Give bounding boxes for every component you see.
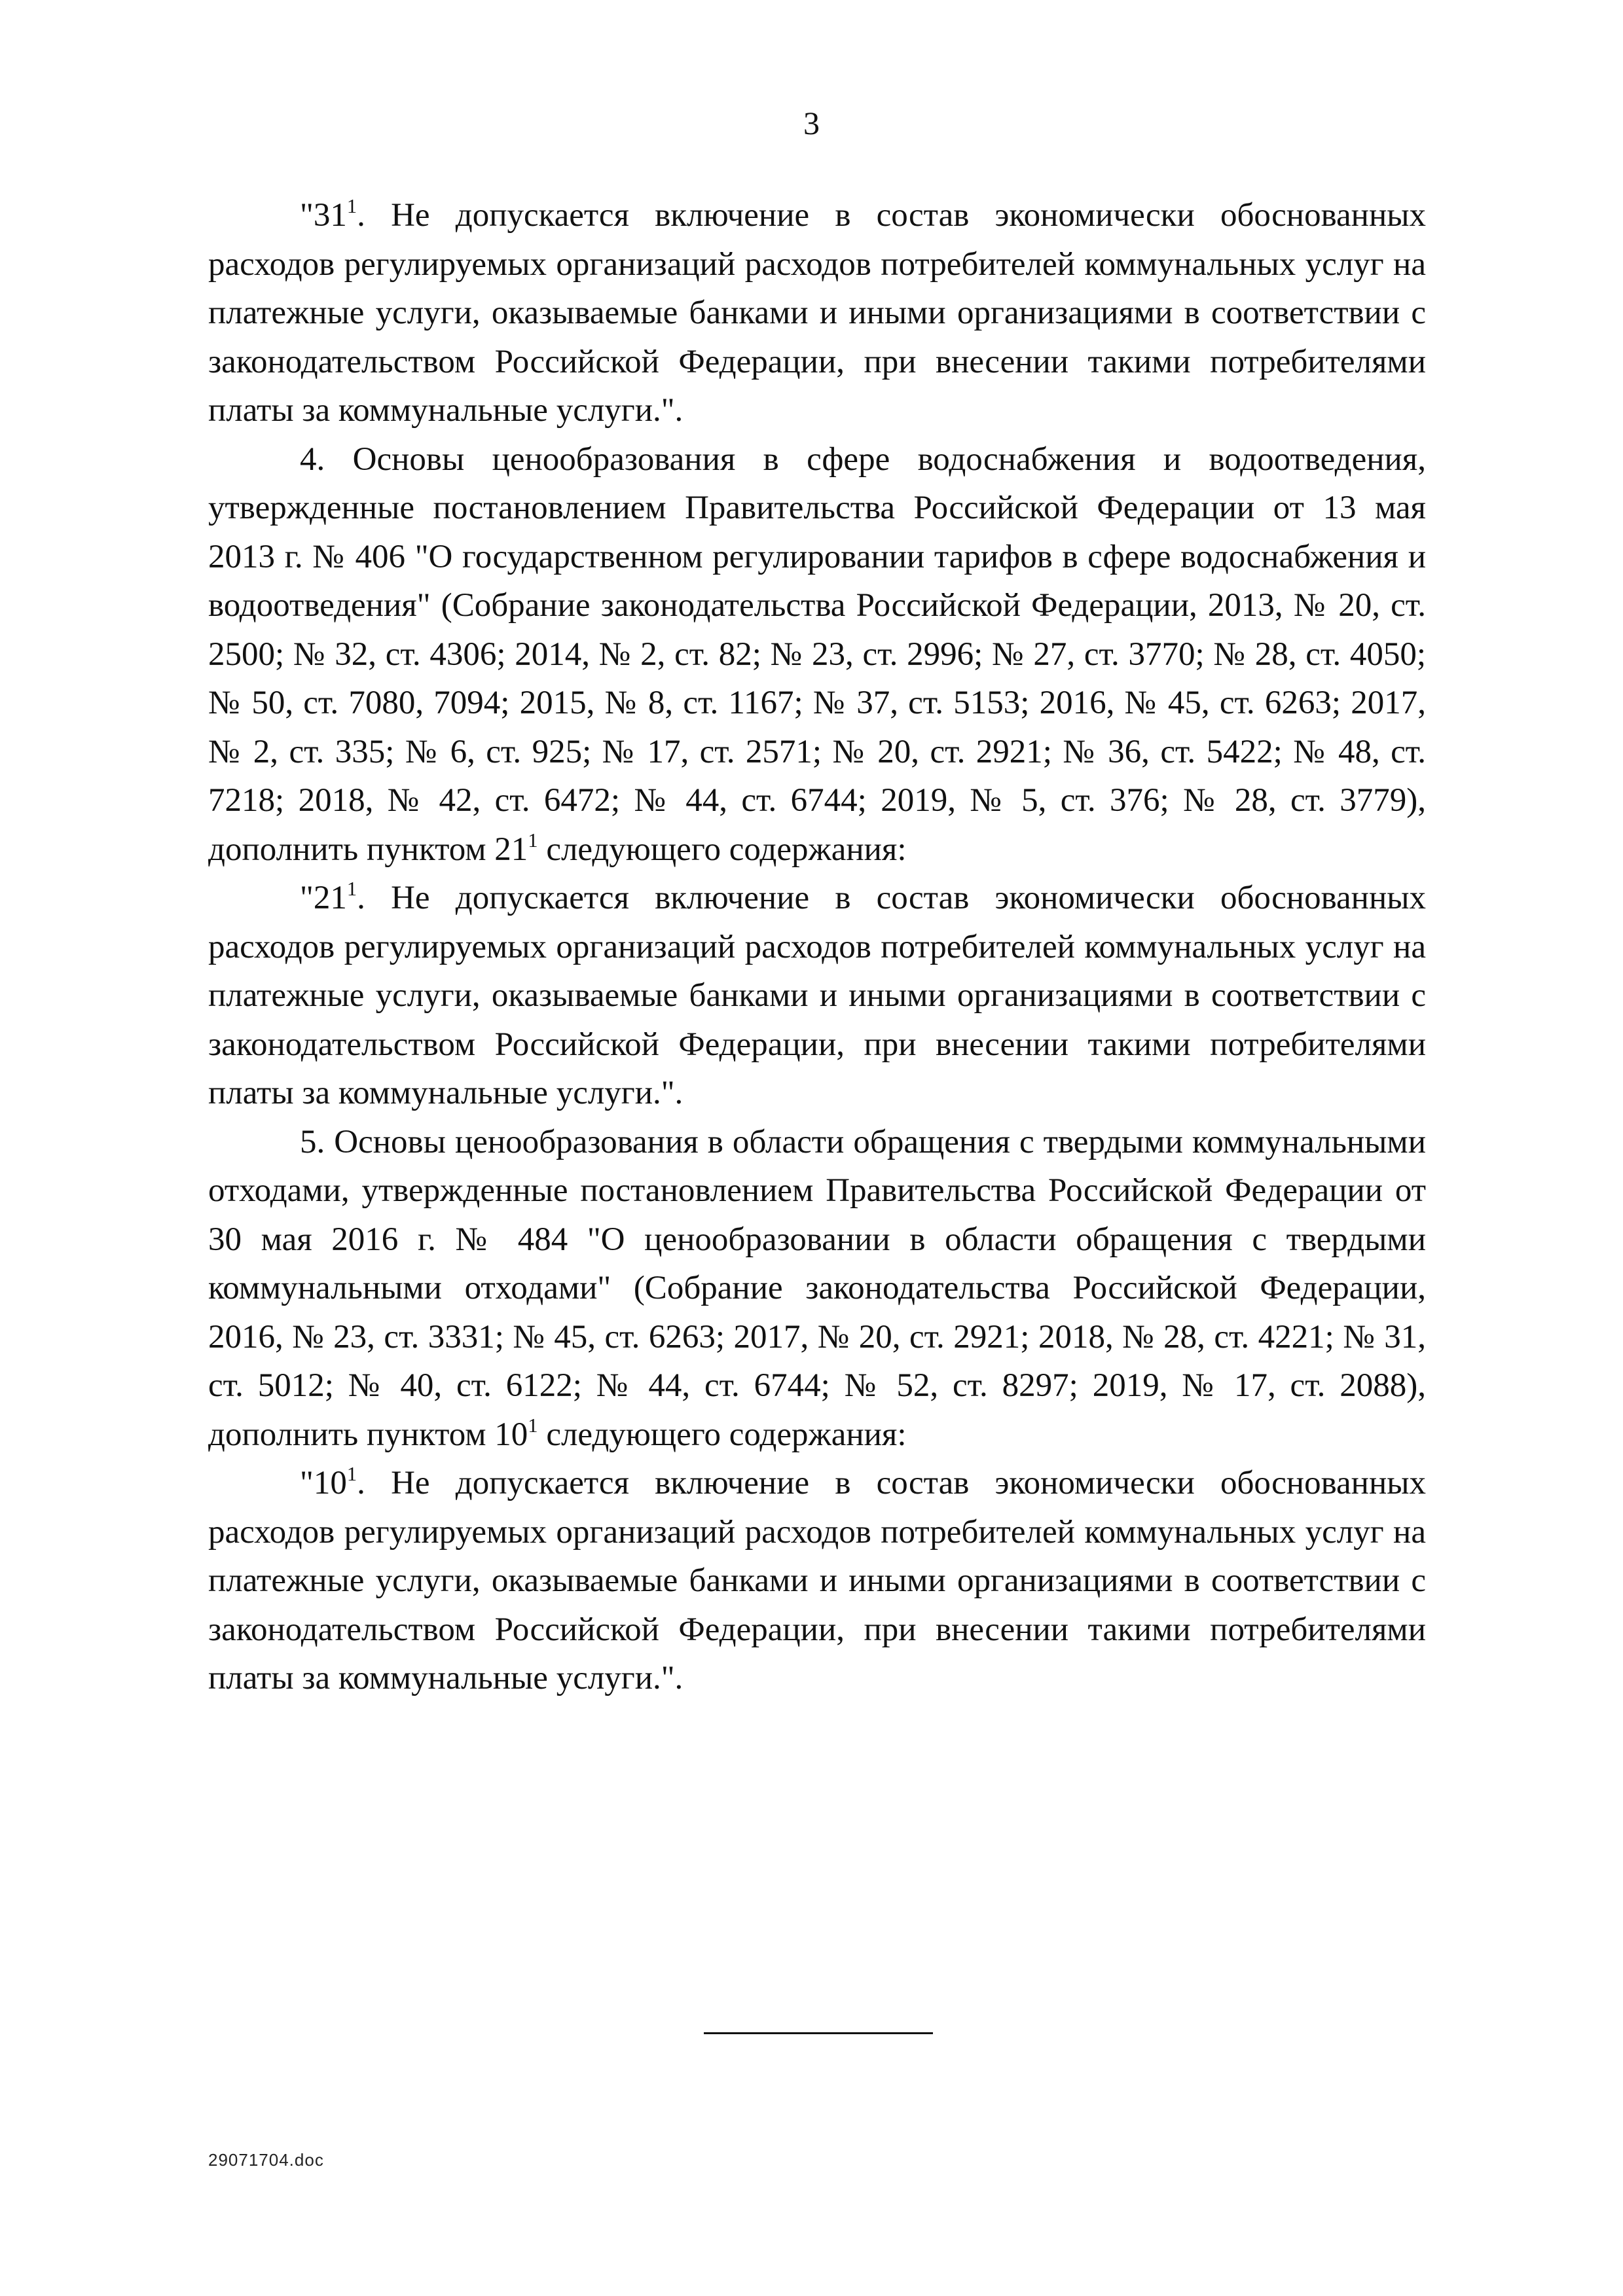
- page-number: 3: [803, 105, 820, 141]
- paragraph-10-1-text: . Не допускается включение в состав экономически обоснованных расходов регулируемых организаций расходов потребителей коммунальных услуг на платежные услуги, оказываемые банками и иными организациями в соответствии с законодательством Российской Федерации, при внесении такими потребителями платы за коммунальные услуги.".: [208, 1465, 1426, 1696]
- paragraph-item-4-tail: следующего содержания:: [538, 831, 907, 868]
- paragraph-21-1-text: . Не допускается включение в состав экономически обоснованных расходов регулируемых организаций расходов потребителей коммунальных услуг на платежные услуги, оказываемые банками и иными организациями в соответствии с законодательством Российской Федерации, при внесении такими потребителями платы за коммунальные услуги.".: [208, 880, 1426, 1111]
- paragraph-item-5-tail: следующего содержания:: [538, 1416, 907, 1453]
- paragraph-21-1: [208, 874, 1426, 1118]
- paragraph-item-4-text: 4. Основы ценообразования в сфере водоснабжения и водоотведения, утвержденные постановлением Правительства Российской Федерации от 13 мая 2013 г. № 406 "О государственном регулировании тарифов в сфере водоснабжения и водоотведения" (Собрание законодательства Российской Федерации, 2013, № 20, ст. 2500; № 32, ст. 4306; 2014, № 2, ст. 82; № 23, ст. 2996; № 27, ст. 3770; № 28, ст. 4050; № 50, ст. 7080, 7094; 2015, № 8, ст. 1167; № 37, ст. 5153; 2016, № 45, ст. 6263; 2017, № 2, ст. 335; № 6, ст. 925; № 17, ст. 2571; № 20, ст. 2921; № 36, ст. 5422; № 48, ст. 7218; 2018, № 42, ст. 6472; № 44, ст. 6744; 2019, № 5, ст. 376; № 28, ст. 3779), дополнить пунктом 21: [208, 440, 1426, 868]
- end-divider: [704, 2032, 933, 2034]
- paragraph-31-1-text: . Не допускается включение в состав экономически обоснованных расходов регулируемых организаций расходов потребителей коммунальных услуг на платежные услуги, оказываемые банками и иными организациями в соответствии с законодательством Российской Федерации, при внесении такими потребителями платы за коммунальные услуги.".: [208, 197, 1426, 429]
- superscript: 1: [346, 195, 357, 217]
- superscript: 1: [528, 1414, 538, 1437]
- superscript: 1: [346, 878, 357, 900]
- paragraph-item-5-text: 5. Основы ценообразования в области обращения с твердыми коммунальными отходами, утвержденные постановлением Правительства Российской Федерации от 30 мая 2016 г. № 484 "О ценообразовании в области обращения с твердыми коммунальными отходами" (Собрание законодательства Российской Федерации, 2016, № 23, ст. 3331; № 45, ст. 6263; 2017, № 20, ст. 2921; 2018, № 28, ст. 4221; № 31, ст. 5012; № 40, ст. 6122; № 44, ст. 6744; № 52, ст. 8297; 2019, № 17, ст. 2088), дополнить пунктом 10: [208, 1123, 1426, 1453]
- paragraph-item-5: [208, 1118, 1426, 1460]
- paragraph-10-1: [208, 1459, 1426, 1703]
- footer-file-name: 29071704.doc: [208, 2150, 324, 2170]
- paragraph-item-4: [208, 435, 1426, 874]
- superscript: 1: [528, 829, 538, 852]
- paragraph-31-1-prefix: "31: [300, 197, 347, 234]
- superscript: 1: [346, 1463, 357, 1485]
- paragraph-31-1: [208, 191, 1426, 435]
- paragraph-10-1-prefix: "10: [300, 1465, 347, 1501]
- paragraph-21-1-prefix: "21: [300, 880, 347, 916]
- document-body: [208, 191, 1426, 1703]
